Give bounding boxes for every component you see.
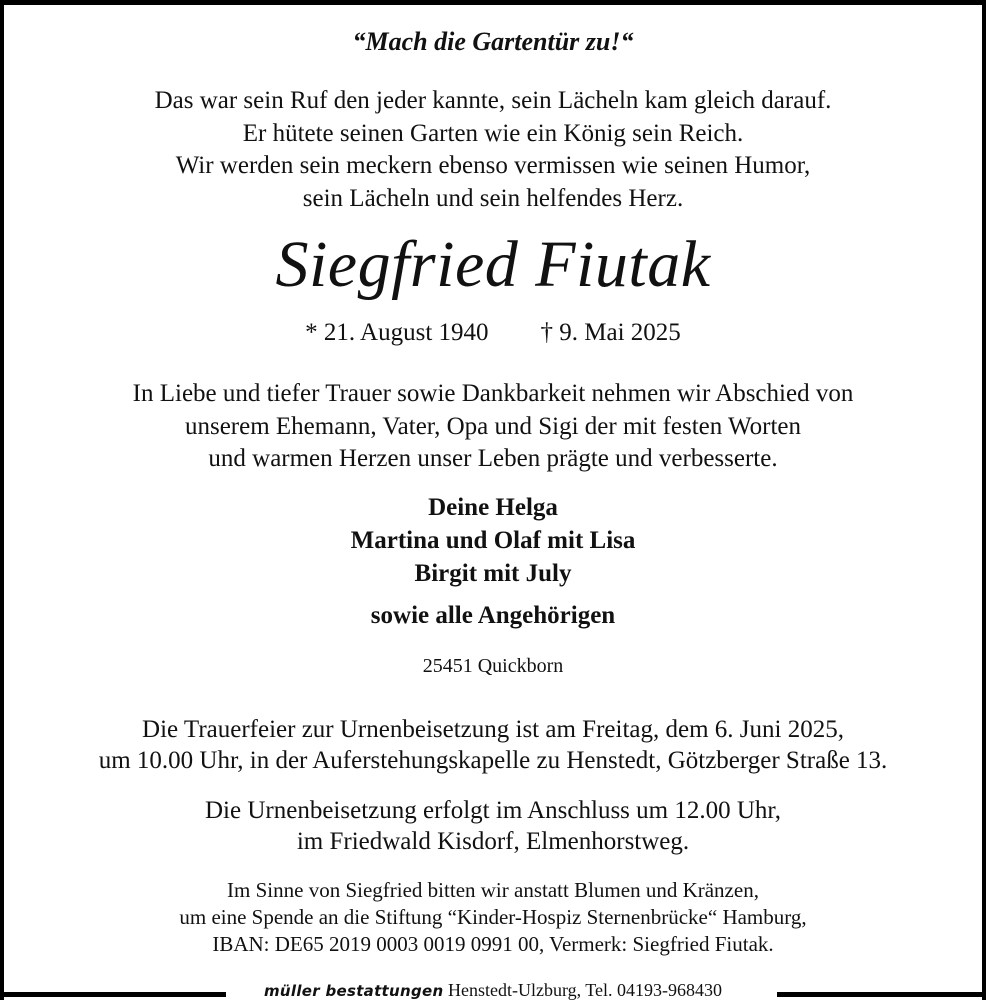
burial-line: im Friedwald Kisdorf, Elmenhorstweg. — [296, 828, 690, 855]
donation-line: IBAN: DE65 2019 0003 0019 0991 00, Vermerk: Siegfried Fiutak. — [212, 932, 774, 956]
place-line: 25451 Quickborn — [422, 655, 564, 677]
motto-quote: “Mach die Gartentür zu!“ — [352, 27, 634, 56]
donation-line: Im Sinne von Siegfried bitten wir anstatt Blumen und Kränzen, — [227, 878, 759, 902]
burial-info — [4, 795, 982, 857]
relatives-line: sowie alle Angehörigen — [370, 602, 616, 629]
family-line: Deine Helga — [428, 494, 558, 521]
farewell-line: unserem Ehemann, Vater, Opa und Sigi der mit festen Worten — [184, 412, 802, 440]
family-line: Birgit mit July — [414, 560, 572, 587]
death-date: † 9. Mai 2025 — [540, 319, 681, 346]
footer — [4, 980, 982, 1004]
funeral-home-line — [4, 980, 982, 1001]
farewell-line: und warmen Herzen unser Leben prägte und verbesserte. — [208, 445, 778, 472]
farewell-line: In Liebe und tiefer Trauer sowie Dankbarkeit nehmen wir Abschied von — [132, 380, 854, 407]
service-info — [4, 714, 982, 776]
birth-date: * 21. August 1940 — [305, 319, 489, 346]
service-line: Die Trauerfeier zur Urnenbeisetzung ist am Freitag, dem 6. Juni 2025, — [142, 716, 844, 743]
service-line: um 10.00 Uhr, in der Auferstehungskapelle zu Henstedt, Götzberger Straße 13. — [98, 747, 888, 774]
burial-line: Die Urnenbeisetzung erfolgt im Anschluss um 12.00 Uhr, — [205, 797, 781, 824]
donation-line: um eine Spende an die Stiftung “Kinder-Hospiz Sternenbrücke“ Hamburg, — [179, 905, 807, 929]
funeral-home-contact: Henstedt-Ulzburg, Tel. 04193-968430 — [447, 980, 723, 1000]
poem-line: Wir werden sein meckern ebenso vermissen wie seinen Humor, — [175, 152, 811, 179]
family-names — [4, 491, 982, 590]
funeral-home-logo: müller bestattungen — [263, 982, 444, 1000]
life-dates — [4, 319, 982, 347]
family-line: Martina und Olaf mit Lisa — [350, 527, 636, 554]
donation-request — [4, 877, 982, 958]
poem-block — [4, 85, 982, 215]
farewell-text — [4, 378, 982, 476]
poem-line: sein Lächeln und sein helfendes Herz. — [302, 184, 684, 212]
poem-line: Er hütete seinen Garten wie ein König sein Reich. — [242, 119, 744, 147]
poem-line: Das war sein Ruf den jeder kannte, sein Lächeln kam gleich darauf. — [154, 87, 832, 114]
deceased-name: Siegfried Fiutak — [275, 228, 711, 301]
